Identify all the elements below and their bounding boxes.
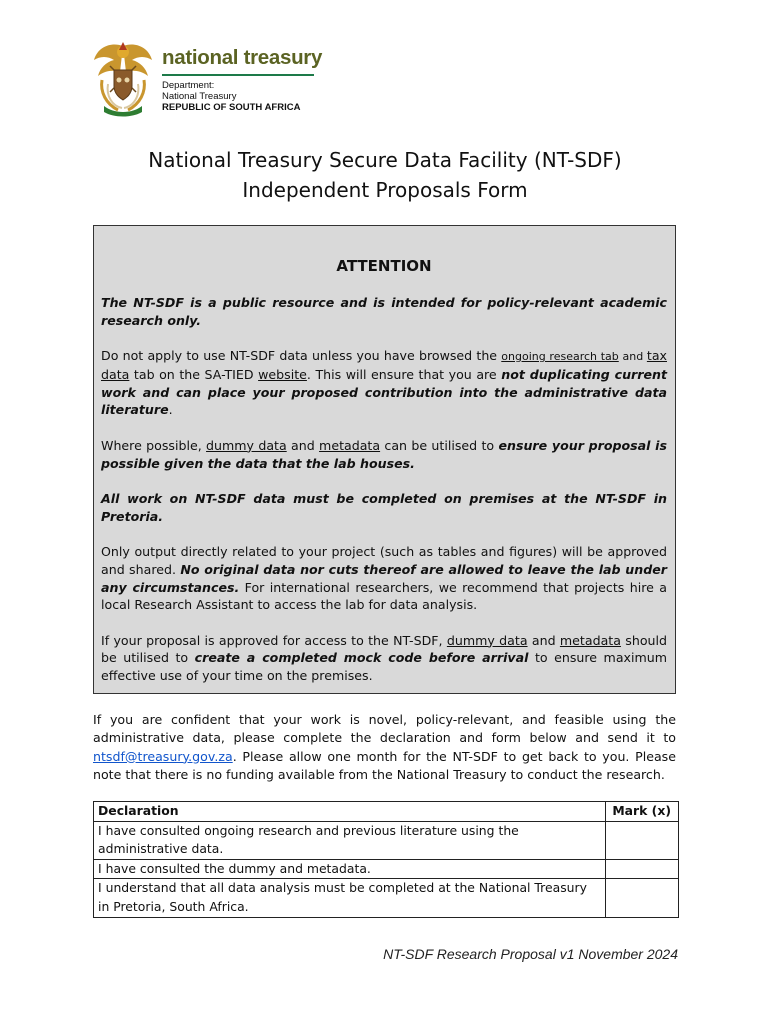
- attention-paragraph-4: All work on NT-SDF data must be completed on premises at the NT-SDF in Pretoria.: [101, 490, 667, 524]
- brand-rule: [162, 74, 314, 76]
- table-header-row: [94, 802, 679, 822]
- attention-box: [93, 225, 676, 694]
- attention-paragraph-2: Do not apply to use NT-SDF data unless you have browsed the ongoing research tab and tax data tab on the SA-TIED website. This will ensure that you are not duplicating current work and can place your proposed contribution into the administrative data literature.: [101, 348, 668, 418]
- website-link[interactable]: website: [258, 366, 307, 382]
- department-name: National Treasury: [162, 91, 237, 102]
- metadata-link[interactable]: metadata: [319, 437, 381, 453]
- page-title: [60, 145, 710, 205]
- table-row: [94, 821, 679, 859]
- email-link[interactable]: ntsdf@treasury.gov.za: [93, 748, 233, 764]
- declaration-text: I have consulted ongoing research and previous literature using the administrative data.: [94, 821, 606, 859]
- declaration-text: I have consulted the dummy and metadata.: [94, 859, 606, 879]
- footer-version: NT-SDF Research Proposal v1 November 2024: [383, 946, 678, 962]
- mark-column-header: Mark (x): [606, 802, 679, 822]
- dummy-data-link[interactable]: dummy data: [206, 437, 287, 453]
- title-line-1: National Treasury Secure Data Facility (NT-SDF): [148, 148, 622, 172]
- title-line-2: Independent Proposals Form: [242, 178, 528, 202]
- attention-paragraph-3: Where possible, dummy data and metadata can be utilised to ensure your proposal is possible given the data that the lab houses.: [101, 437, 667, 471]
- attention-paragraph-5: Only output directly related to your project (such as tables and figures) will be approved and shared. No original data nor cuts thereof are allowed to leave the lab under any circumstances. For international researchers, we recommend that projects hire a local Research Assistant to access the lab for data analysis.: [101, 543, 668, 613]
- table-row: [94, 879, 679, 917]
- department-block: [162, 80, 300, 113]
- declaration-text: I understand that all data analysis must be completed at the National Treasury in Pretoria, South Africa.: [94, 879, 606, 917]
- attention-paragraph-1: The NT-SDF is a public resource and is intended for policy-relevant academic research only.: [101, 295, 667, 328]
- mark-cell[interactable]: [606, 859, 679, 879]
- brand-name: national treasury: [162, 46, 323, 69]
- coat-of-arms-icon: [92, 40, 154, 118]
- intro-paragraph: If you are confident that your work is novel, policy-relevant, and feasible using the administrative data, please complete the declaration and form below and send it to ntsdf@treasury.gov.za. Please allow one month for the NT-SDF to get back to you. Please note that there is no funding available from the National Treasury to conduct the research.: [93, 712, 676, 783]
- national-treasury-logo: [92, 40, 332, 120]
- country-name: REPUBLIC OF SOUTH AFRICA: [162, 102, 301, 113]
- declaration-column-header: Declaration: [94, 802, 606, 822]
- mark-cell[interactable]: [606, 821, 679, 859]
- metadata-link-2[interactable]: metadata: [559, 632, 621, 648]
- table-row: [94, 859, 679, 879]
- ongoing-research-tab-link[interactable]: ongoing research tab: [501, 350, 619, 364]
- attention-heading: ATTENTION: [336, 257, 432, 275]
- department-label: Department:: [162, 80, 215, 91]
- attention-paragraph-6: If your proposal is approved for access to the NT-SDF, dummy data and metadata should be utilised to create a completed mock code before arrival to ensure maximum effective use of your time on the premises.: [101, 632, 668, 684]
- mark-cell[interactable]: [606, 879, 679, 917]
- tax-data-link[interactable]: tax data: [101, 348, 667, 382]
- declaration-table: [93, 801, 679, 918]
- dummy-data-link-2[interactable]: dummy data: [446, 632, 528, 648]
